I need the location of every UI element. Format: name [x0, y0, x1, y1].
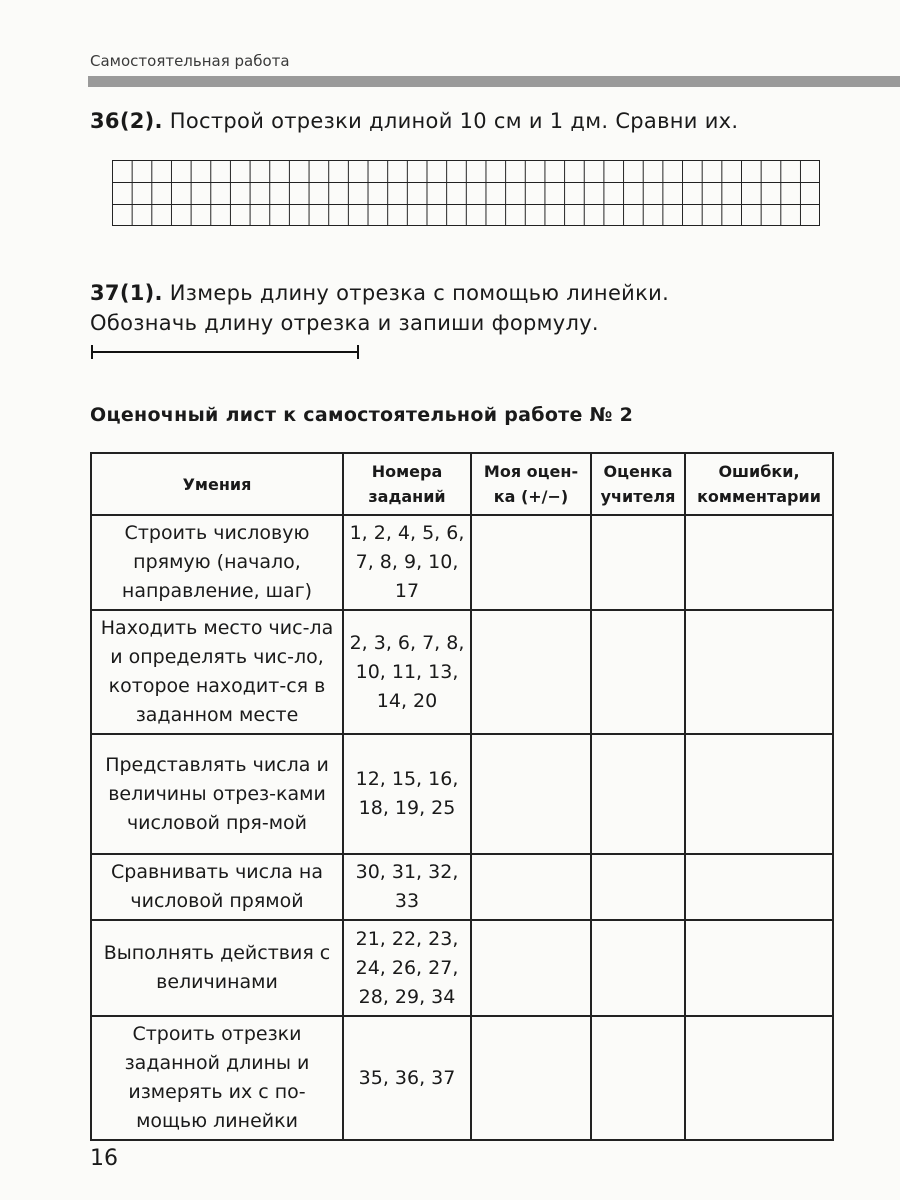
page-number: 16 [90, 1146, 118, 1171]
teacher-grade-cell[interactable] [591, 1016, 685, 1140]
table-row [91, 854, 833, 920]
task-37 [90, 278, 669, 338]
self-assessment-cell[interactable] [471, 610, 591, 734]
col-header-comments: Ошибки, комментарии [685, 453, 833, 515]
table-row [91, 515, 833, 610]
table-row [91, 734, 833, 854]
self-assessment-cell[interactable] [471, 734, 591, 854]
measure-segment [91, 351, 359, 353]
skill-cell: Строить числовую прямую (начало, направление, шаг) [91, 515, 343, 610]
comments-cell[interactable] [685, 854, 833, 920]
col-header-skills: Умения [91, 453, 343, 515]
skill-cell: Выполнять действия с величинами [91, 920, 343, 1016]
comments-cell[interactable] [685, 1016, 833, 1140]
self-assessment-cell[interactable] [471, 854, 591, 920]
self-assessment-cell[interactable] [471, 515, 591, 610]
table-row [91, 610, 833, 734]
task-numbers-cell: 30, 31, 32, 33 [343, 854, 471, 920]
table-header-row [91, 453, 833, 515]
task-numbers-cell: 21, 22, 23, 24, 26, 27, 28, 29, 34 [343, 920, 471, 1016]
task-numbers-cell: 1, 2, 4, 5, 6, 7, 8, 9, 10, 17 [343, 515, 471, 610]
table-row [91, 1016, 833, 1140]
teacher-grade-cell[interactable] [591, 610, 685, 734]
task-36-text: Построй отрезки длиной 10 см и 1 дм. Сравни их. [169, 109, 739, 133]
col-header-task-numbers: Номера заданий [343, 453, 471, 515]
task-37-number: 37(1). [90, 281, 163, 305]
task-36 [90, 106, 738, 136]
header-rule [88, 76, 900, 87]
skill-cell: Находить место чис-ла и определять чис-ло, которое находит-ся в заданном месте [91, 610, 343, 734]
skill-cell: Сравнивать числа на числовой прямой [91, 854, 343, 920]
teacher-grade-cell[interactable] [591, 734, 685, 854]
self-assessment-cell[interactable] [471, 920, 591, 1016]
col-header-self-assessment: Моя оцен-ка (+/−) [471, 453, 591, 515]
task-36-number: 36(2). [90, 109, 163, 133]
table-row [91, 920, 833, 1016]
comments-cell[interactable] [685, 920, 833, 1016]
comments-cell[interactable] [685, 515, 833, 610]
col-header-teacher-grade: Оценка учителя [591, 453, 685, 515]
comments-cell[interactable] [685, 610, 833, 734]
task-37-line1: Измерь длину отрезка с помощью линейки. [169, 281, 670, 305]
teacher-grade-cell[interactable] [591, 920, 685, 1016]
task-numbers-cell: 2, 3, 6, 7, 8, 10, 11, 13, 14, 20 [343, 610, 471, 734]
section-header: Самостоятельная работа [90, 52, 290, 70]
assessment-sheet-title: Оценочный лист к самостоятельной работе № 2 [90, 404, 634, 426]
task-numbers-cell: 12, 15, 16, 18, 19, 25 [343, 734, 471, 854]
self-assessment-cell[interactable] [471, 1016, 591, 1140]
drawing-grid[interactable] [112, 160, 820, 226]
skill-cell: Строить отрезки заданной длины и измерять их с по-мощью линейки [91, 1016, 343, 1140]
skill-cell: Представлять числа и величины отрез-ками числовой пря-мой [91, 734, 343, 854]
assessment-table [90, 452, 834, 1141]
comments-cell[interactable] [685, 734, 833, 854]
task-37-line2: Обозначь длину отрезка и запиши формулу. [90, 311, 599, 335]
teacher-grade-cell[interactable] [591, 854, 685, 920]
teacher-grade-cell[interactable] [591, 515, 685, 610]
task-numbers-cell: 35, 36, 37 [343, 1016, 471, 1140]
